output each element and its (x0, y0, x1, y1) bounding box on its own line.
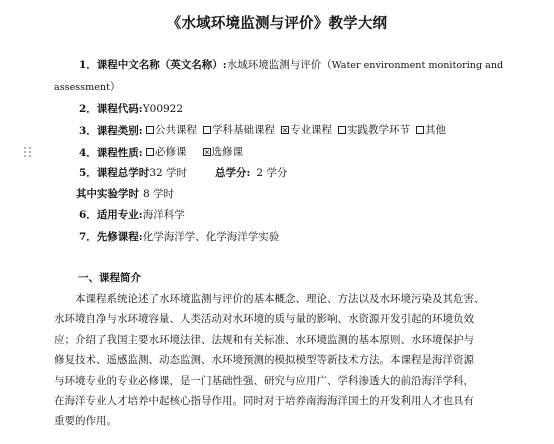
total-hours-value: 32 学时 (149, 167, 188, 179)
course-nature-row (79, 145, 249, 160)
course-name-close: ） (109, 81, 121, 93)
course-category-label: 课程类别: (96, 125, 143, 137)
paragraph-line: 与环境专业的专业必修课，是一门基础性强、研究与应用广、学科渗透大的前沿海洋学科， (54, 374, 474, 387)
paragraph-line: 水环境自净与水环境容量、人类活动对水环境的质与量的影响、水资源开发引起的环境负效 (54, 313, 474, 326)
item-number: 4． (79, 147, 97, 159)
course-code-row (79, 102, 183, 116)
checkbox-icon[interactable] (146, 148, 154, 156)
paragraph-line: 本课程系统论述了水环境监测与评价的基本概念、理论、方法以及水环境污染及其危害、 (75, 293, 485, 305)
category-option-major[interactable]: 专业课程 (281, 123, 332, 137)
section-heading: 一、课程简介 (78, 272, 141, 284)
nature-option-required[interactable]: 必修课 (146, 145, 187, 159)
total-credits-label: 总学分: (215, 167, 251, 179)
course-name-english: Water environment monitoring and (331, 60, 504, 71)
applicable-major-value: 海洋科学 (142, 209, 185, 221)
lab-hours-label: 其中实验学时 (76, 188, 139, 200)
prerequisites-value: 化学海洋学、化学海洋学实验 (142, 231, 280, 243)
course-nature-label: 课程性质: (96, 147, 143, 159)
item-number: 1． (79, 59, 97, 71)
drag-handle-icon[interactable] (24, 147, 32, 159)
lab-hours-value: 8 学时 (143, 188, 175, 200)
course-name-row-continued (54, 80, 120, 95)
checkbox-icon[interactable] (203, 126, 211, 134)
course-name-value: 水域环境监测与评价（ (226, 59, 332, 71)
course-code-value: Y00922 (142, 103, 184, 115)
total-credits-value: 2 学分 (256, 167, 288, 179)
category-option-other[interactable]: 其他 (416, 123, 446, 137)
paragraph-line: 应；介绍了我国主要水环境法律、法规和有关标准、水环境监测的基本原则、水环境保护与 (54, 333, 474, 346)
item-number: 7． (79, 231, 97, 243)
paragraph-line: 在海洋专业人才培养中起核心指导作用。同时对于培养南海海洋国土的开发利用人才也具有 (54, 395, 474, 408)
item-number: 3． (79, 125, 97, 137)
prerequisites-row (79, 230, 279, 244)
course-name-english-continued: assessment (54, 82, 110, 93)
checkbox-checked-icon[interactable] (203, 148, 211, 156)
prerequisites-label: 先修课程: (96, 231, 143, 243)
item-number: 6． (79, 209, 97, 221)
document-title: 《水域环境监测与评价》教学大纲 (166, 15, 388, 32)
item-number: 5． (79, 167, 97, 179)
paragraph-line: 修复技术、遥感监测、动态监测、水环境预测的模拟模型等新技术方法。本课程是海洋资源 (54, 354, 474, 367)
course-name-label: 课程中文名称（英文名称）: (96, 59, 227, 71)
paragraph-line: 重要的作用。 (54, 415, 117, 428)
checkbox-checked-icon[interactable] (281, 126, 289, 134)
total-hours-label: 课程总学时 (96, 167, 150, 179)
applicable-major-row (79, 208, 185, 222)
nature-option-elective[interactable]: 选修课 (203, 145, 244, 159)
course-code-label: 课程代码: (96, 103, 143, 115)
course-introduction-paragraph (54, 289, 506, 432)
category-option-basic[interactable]: 学科基础课程 (203, 123, 275, 137)
checkbox-icon[interactable] (416, 126, 424, 134)
course-category-row (79, 123, 452, 138)
lab-hours-row (76, 187, 174, 201)
applicable-major-label: 适用专业: (96, 209, 143, 221)
course-hours-row (79, 166, 287, 180)
course-name-row (79, 58, 503, 73)
checkbox-icon[interactable] (146, 126, 154, 134)
category-option-public[interactable]: 公共课程 (146, 123, 197, 137)
item-number: 2． (79, 103, 97, 115)
category-option-practice[interactable]: 实践教学环节 (338, 123, 410, 137)
checkbox-icon[interactable] (338, 126, 346, 134)
